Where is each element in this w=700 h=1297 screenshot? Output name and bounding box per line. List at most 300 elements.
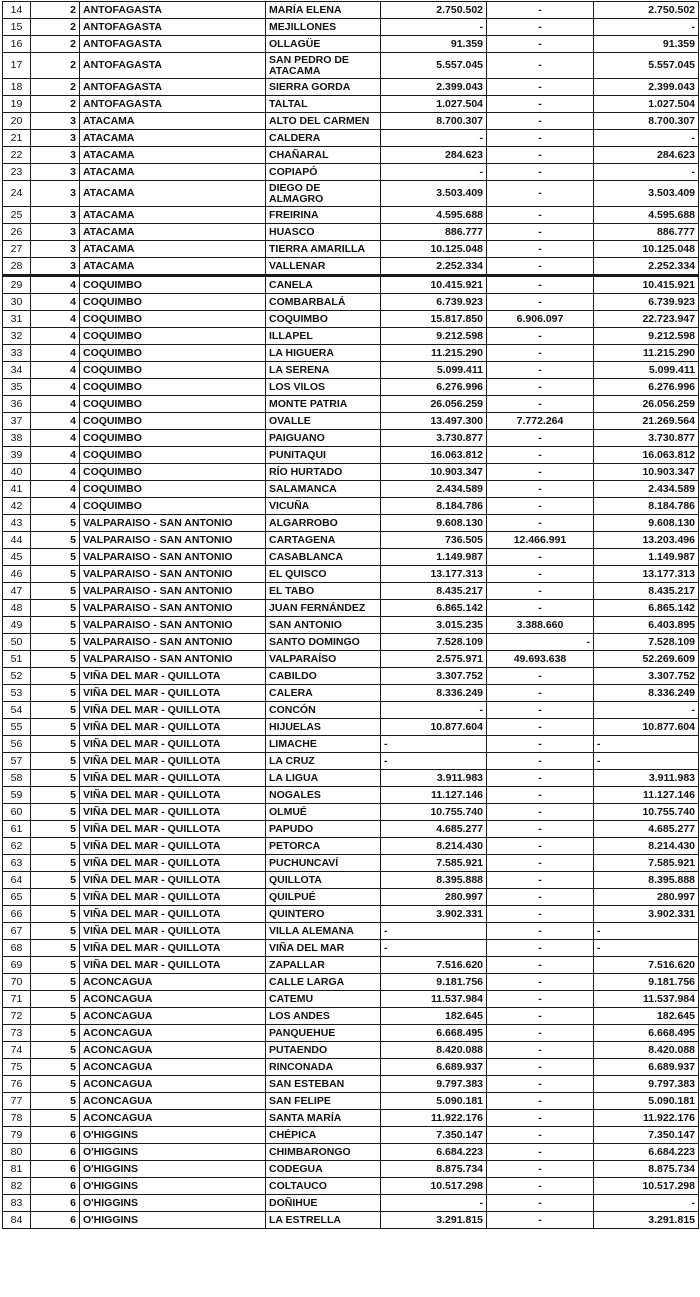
amount-2-cell: 6.906.097 — [487, 311, 594, 328]
comuna-name-cell: CHIMBARONGO — [266, 1144, 381, 1161]
comuna-name-cell: SAN PEDRO DE ATACAMA — [266, 53, 381, 79]
amount-total-cell: 5.090.181 — [594, 1093, 699, 1110]
amount-1-cell: 2.750.502 — [381, 2, 487, 19]
amount-1-cell: 15.817.850 — [381, 311, 487, 328]
amount-2-cell: - — [487, 1195, 594, 1212]
region-name-cell: VIÑA DEL MAR - QUILLOTA — [80, 821, 266, 838]
row-number-cell: 52 — [3, 668, 31, 685]
amount-1-cell: 8.435.217 — [381, 583, 487, 600]
amount-2-cell: - — [487, 1076, 594, 1093]
amount-2-cell: - — [487, 181, 594, 207]
region-code-cell: 4 — [31, 294, 80, 311]
table-row — [3, 889, 699, 906]
row-number-cell: 54 — [3, 702, 31, 719]
row-number-cell: 42 — [3, 498, 31, 515]
amount-2-cell: - — [487, 258, 594, 276]
region-name-cell: COQUIMBO — [80, 345, 266, 362]
comuna-name-cell: PANQUEHUE — [266, 1025, 381, 1042]
region-code-cell: 5 — [31, 651, 80, 668]
region-code-cell: 5 — [31, 855, 80, 872]
row-number-cell: 32 — [3, 328, 31, 345]
amount-2-cell: - — [487, 147, 594, 164]
amount-2-cell: - — [487, 19, 594, 36]
comuna-name-cell: EL TABO — [266, 583, 381, 600]
amount-1-cell: 9.608.130 — [381, 515, 487, 532]
amount-1-cell: 8.336.249 — [381, 685, 487, 702]
amount-total-cell: 7.585.921 — [594, 855, 699, 872]
region-code-cell: 5 — [31, 685, 80, 702]
region-code-cell: 6 — [31, 1161, 80, 1178]
region-name-cell: ACONCAGUA — [80, 1059, 266, 1076]
comuna-name-cell: RINCONADA — [266, 1059, 381, 1076]
row-number-cell: 15 — [3, 19, 31, 36]
row-number-cell: 21 — [3, 130, 31, 147]
amount-2-cell: 12.466.991 — [487, 532, 594, 549]
region-code-cell: 5 — [31, 532, 80, 549]
amount-1-cell: 182.645 — [381, 1008, 487, 1025]
region-name-cell: COQUIMBO — [80, 276, 266, 294]
region-name-cell: ACONCAGUA — [80, 1025, 266, 1042]
amount-1-cell: 9.212.598 — [381, 328, 487, 345]
region-code-cell: 5 — [31, 804, 80, 821]
amount-2-cell: - — [487, 113, 594, 130]
row-number-cell: 71 — [3, 991, 31, 1008]
table-row — [3, 787, 699, 804]
amount-2-cell: - — [487, 36, 594, 53]
region-code-cell: 5 — [31, 1076, 80, 1093]
region-code-cell: 5 — [31, 600, 80, 617]
amount-total-cell: 26.056.259 — [594, 396, 699, 413]
amount-total-cell: 52.269.609 — [594, 651, 699, 668]
amount-total-cell: 22.723.947 — [594, 311, 699, 328]
region-name-cell: ACONCAGUA — [80, 1008, 266, 1025]
region-code-cell: 5 — [31, 974, 80, 991]
region-name-cell: ANTOFAGASTA — [80, 96, 266, 113]
comuna-name-cell: LOS ANDES — [266, 1008, 381, 1025]
table-row — [3, 345, 699, 362]
amount-total-cell: 1.149.987 — [594, 549, 699, 566]
table-row — [3, 532, 699, 549]
table-row — [3, 258, 699, 276]
region-code-cell: 4 — [31, 311, 80, 328]
amount-2-cell: - — [487, 164, 594, 181]
amount-1-cell: 3.307.752 — [381, 668, 487, 685]
table-row — [3, 515, 699, 532]
amount-total-cell: 10.755.740 — [594, 804, 699, 821]
region-code-cell: 5 — [31, 549, 80, 566]
amount-2-cell: - — [487, 804, 594, 821]
comuna-name-cell: CABILDO — [266, 668, 381, 685]
amount-1-cell: - — [381, 1195, 487, 1212]
comuna-name-cell: CODEGUA — [266, 1161, 381, 1178]
region-name-cell: VIÑA DEL MAR - QUILLOTA — [80, 940, 266, 957]
amount-total-cell: 6.668.495 — [594, 1025, 699, 1042]
amount-total-cell: 8.700.307 — [594, 113, 699, 130]
row-number-cell: 68 — [3, 940, 31, 957]
region-code-cell: 5 — [31, 1110, 80, 1127]
amount-total-cell: 284.623 — [594, 147, 699, 164]
amount-total-cell: 3.503.409 — [594, 181, 699, 207]
table-row — [3, 1161, 699, 1178]
amount-1-cell: - — [381, 164, 487, 181]
region-name-cell: COQUIMBO — [80, 294, 266, 311]
row-number-cell: 69 — [3, 957, 31, 974]
amount-2-cell: - — [487, 923, 594, 940]
comuna-name-cell: PUTAENDO — [266, 1042, 381, 1059]
comuna-name-cell: CARTAGENA — [266, 532, 381, 549]
comuna-name-cell: COPIAPÓ — [266, 164, 381, 181]
amount-total-cell: 3.291.815 — [594, 1212, 699, 1229]
amount-2-cell: - — [487, 362, 594, 379]
region-name-cell: VIÑA DEL MAR - QUILLOTA — [80, 719, 266, 736]
row-number-cell: 47 — [3, 583, 31, 600]
comuna-name-cell: CHÉPICA — [266, 1127, 381, 1144]
region-name-cell: O'HIGGINS — [80, 1178, 266, 1195]
row-number-cell: 48 — [3, 600, 31, 617]
region-name-cell: ATACAMA — [80, 181, 266, 207]
region-name-cell: VALPARAISO - SAN ANTONIO — [80, 549, 266, 566]
comuna-name-cell: FREIRINA — [266, 207, 381, 224]
amount-1-cell: 3.291.815 — [381, 1212, 487, 1229]
amount-total-cell: - — [594, 1195, 699, 1212]
region-code-cell: 2 — [31, 19, 80, 36]
amount-2-cell: - — [487, 583, 594, 600]
amount-total-cell: 2.434.589 — [594, 481, 699, 498]
region-code-cell: 5 — [31, 770, 80, 787]
amount-1-cell: 5.099.411 — [381, 362, 487, 379]
row-number-cell: 27 — [3, 241, 31, 258]
amount-2-cell: - — [487, 276, 594, 294]
amount-total-cell: 21.269.564 — [594, 413, 699, 430]
region-name-cell: VIÑA DEL MAR - QUILLOTA — [80, 787, 266, 804]
region-name-cell: O'HIGGINS — [80, 1212, 266, 1229]
amount-2-cell: - — [487, 1110, 594, 1127]
amount-total-cell: 8.184.786 — [594, 498, 699, 515]
amount-1-cell: - — [381, 923, 487, 940]
row-number-cell: 80 — [3, 1144, 31, 1161]
amount-2-cell: - — [487, 855, 594, 872]
amount-total-cell: 6.865.142 — [594, 600, 699, 617]
comuna-name-cell: JUAN FERNÁNDEZ — [266, 600, 381, 617]
region-code-cell: 5 — [31, 787, 80, 804]
amount-total-cell: 11.127.146 — [594, 787, 699, 804]
amount-1-cell: 3.503.409 — [381, 181, 487, 207]
table-row — [3, 906, 699, 923]
row-number-cell: 39 — [3, 447, 31, 464]
row-number-cell: 56 — [3, 736, 31, 753]
comuna-name-cell: TALTAL — [266, 96, 381, 113]
comuna-name-cell: PETORCA — [266, 838, 381, 855]
table-row — [3, 430, 699, 447]
amount-total-cell: 11.922.176 — [594, 1110, 699, 1127]
table-row — [3, 549, 699, 566]
amount-2-cell: - — [487, 345, 594, 362]
region-code-cell: 5 — [31, 583, 80, 600]
table-row — [3, 464, 699, 481]
row-number-cell: 70 — [3, 974, 31, 991]
amount-2-cell: - — [487, 481, 594, 498]
region-code-cell: 3 — [31, 113, 80, 130]
amount-1-cell: 2.399.043 — [381, 79, 487, 96]
amount-total-cell: 10.125.048 — [594, 241, 699, 258]
amount-total-cell: 3.307.752 — [594, 668, 699, 685]
amount-2-cell: - — [487, 991, 594, 1008]
region-code-cell: 4 — [31, 413, 80, 430]
comuna-name-cell: PUCHUNCAVÍ — [266, 855, 381, 872]
amount-2-cell: - — [487, 79, 594, 96]
table-row — [3, 1127, 699, 1144]
comuna-name-cell: SIERRA GORDA — [266, 79, 381, 96]
comuna-name-cell: VICUÑA — [266, 498, 381, 515]
amount-total-cell: 6.689.937 — [594, 1059, 699, 1076]
row-number-cell: 26 — [3, 224, 31, 241]
amount-total-cell: 5.557.045 — [594, 53, 699, 79]
table-row — [3, 1144, 699, 1161]
row-number-cell: 61 — [3, 821, 31, 838]
amount-1-cell: - — [381, 130, 487, 147]
table-row — [3, 181, 699, 207]
region-code-cell: 5 — [31, 1059, 80, 1076]
amount-2-cell: - — [487, 379, 594, 396]
table-row — [3, 617, 699, 634]
row-number-cell: 76 — [3, 1076, 31, 1093]
amount-1-cell: 7.516.620 — [381, 957, 487, 974]
row-number-cell: 74 — [3, 1042, 31, 1059]
table-row — [3, 328, 699, 345]
row-number-cell: 51 — [3, 651, 31, 668]
amount-2-cell: - — [487, 498, 594, 515]
amount-total-cell: - — [594, 702, 699, 719]
amount-2-cell: - — [487, 96, 594, 113]
region-name-cell: ACONCAGUA — [80, 1076, 266, 1093]
table-row — [3, 396, 699, 413]
region-name-cell: ANTOFAGASTA — [80, 2, 266, 19]
amount-1-cell: 10.903.347 — [381, 464, 487, 481]
amount-2-cell: - — [487, 787, 594, 804]
amount-2-cell: - — [487, 821, 594, 838]
amount-total-cell: 11.215.290 — [594, 345, 699, 362]
amount-total-cell: 6.739.923 — [594, 294, 699, 311]
region-name-cell: VIÑA DEL MAR - QUILLOTA — [80, 753, 266, 770]
table-row — [3, 804, 699, 821]
region-code-cell: 5 — [31, 617, 80, 634]
amount-1-cell: 3.730.877 — [381, 430, 487, 447]
region-name-cell: ANTOFAGASTA — [80, 19, 266, 36]
amount-2-cell: - — [487, 940, 594, 957]
region-name-cell: VIÑA DEL MAR - QUILLOTA — [80, 855, 266, 872]
comuna-name-cell: CALERA — [266, 685, 381, 702]
region-code-cell: 5 — [31, 736, 80, 753]
region-name-cell: O'HIGGINS — [80, 1127, 266, 1144]
comuna-name-cell: EL QUISCO — [266, 566, 381, 583]
amount-total-cell: 4.685.277 — [594, 821, 699, 838]
amount-1-cell: - — [381, 702, 487, 719]
region-name-cell: VALPARAISO - SAN ANTONIO — [80, 600, 266, 617]
comuna-name-cell: PUNITAQUI — [266, 447, 381, 464]
region-code-cell: 5 — [31, 1025, 80, 1042]
table-row — [3, 1076, 699, 1093]
table-row — [3, 1008, 699, 1025]
table-row — [3, 957, 699, 974]
region-name-cell: ACONCAGUA — [80, 991, 266, 1008]
table-row — [3, 96, 699, 113]
region-code-cell: 4 — [31, 362, 80, 379]
amount-1-cell: 10.877.604 — [381, 719, 487, 736]
amount-2-cell: - — [487, 515, 594, 532]
region-code-cell: 5 — [31, 668, 80, 685]
table-body — [3, 2, 699, 1229]
amount-2-cell: - — [487, 1178, 594, 1195]
comuna-name-cell: LA HIGUERA — [266, 345, 381, 362]
comuna-name-cell: ILLAPEL — [266, 328, 381, 345]
comuna-name-cell: QUILLOTA — [266, 872, 381, 889]
table-row — [3, 379, 699, 396]
row-number-cell: 14 — [3, 2, 31, 19]
region-code-cell: 5 — [31, 1093, 80, 1110]
region-name-cell: VIÑA DEL MAR - QUILLOTA — [80, 685, 266, 702]
table-row — [3, 413, 699, 430]
row-number-cell: 45 — [3, 549, 31, 566]
table-row — [3, 79, 699, 96]
amount-total-cell: 3.730.877 — [594, 430, 699, 447]
amount-1-cell: 11.127.146 — [381, 787, 487, 804]
amount-total-cell: 9.181.756 — [594, 974, 699, 991]
amount-1-cell: 736.505 — [381, 532, 487, 549]
region-name-cell: VIÑA DEL MAR - QUILLOTA — [80, 668, 266, 685]
region-code-cell: 4 — [31, 430, 80, 447]
table-row — [3, 53, 699, 79]
row-number-cell: 66 — [3, 906, 31, 923]
amount-2-cell: 7.772.264 — [487, 413, 594, 430]
amount-1-cell: 6.739.923 — [381, 294, 487, 311]
region-code-cell: 5 — [31, 838, 80, 855]
table-row — [3, 207, 699, 224]
amount-2-cell: - — [487, 396, 594, 413]
table-row — [3, 2, 699, 19]
region-code-cell: 5 — [31, 991, 80, 1008]
comuna-name-cell: OLLAGÜE — [266, 36, 381, 53]
amount-1-cell: 4.595.688 — [381, 207, 487, 224]
region-code-cell: 5 — [31, 923, 80, 940]
region-name-cell: VIÑA DEL MAR - QUILLOTA — [80, 702, 266, 719]
row-number-cell: 55 — [3, 719, 31, 736]
amount-1-cell: 6.668.495 — [381, 1025, 487, 1042]
region-code-cell: 6 — [31, 1212, 80, 1229]
table-row — [3, 147, 699, 164]
row-number-cell: 65 — [3, 889, 31, 906]
row-number-cell: 75 — [3, 1059, 31, 1076]
table-row — [3, 685, 699, 702]
comuna-name-cell: SAN ESTEBAN — [266, 1076, 381, 1093]
table-row — [3, 311, 699, 328]
amount-total-cell: 8.214.430 — [594, 838, 699, 855]
amount-1-cell: 26.056.259 — [381, 396, 487, 413]
amount-total-cell: 6.684.223 — [594, 1144, 699, 1161]
table-row — [3, 1025, 699, 1042]
table-row — [3, 164, 699, 181]
amount-total-cell: 2.252.334 — [594, 258, 699, 276]
region-code-cell: 6 — [31, 1195, 80, 1212]
comuna-name-cell: SALAMANCA — [266, 481, 381, 498]
scanned-table-page — [2, 1, 698, 1229]
amount-1-cell: 6.276.996 — [381, 379, 487, 396]
region-name-cell: VALPARAISO - SAN ANTONIO — [80, 583, 266, 600]
table-row — [3, 855, 699, 872]
amount-total-cell: 9.797.383 — [594, 1076, 699, 1093]
row-number-cell: 82 — [3, 1178, 31, 1195]
table-row — [3, 736, 699, 753]
amount-2-cell: 49.693.638 — [487, 651, 594, 668]
row-number-cell: 58 — [3, 770, 31, 787]
comuna-name-cell: MARÍA ELENA — [266, 2, 381, 19]
amount-total-cell: 10.415.921 — [594, 276, 699, 294]
region-name-cell: VALPARAISO - SAN ANTONIO — [80, 617, 266, 634]
comuna-name-cell: LOS VILOS — [266, 379, 381, 396]
comuna-name-cell: LA ESTRELLA — [266, 1212, 381, 1229]
amount-total-cell: 16.063.812 — [594, 447, 699, 464]
region-name-cell: ATACAMA — [80, 113, 266, 130]
amount-2-cell: - — [487, 600, 594, 617]
comuna-name-cell: OLMUÉ — [266, 804, 381, 821]
amount-total-cell: 5.099.411 — [594, 362, 699, 379]
table-row — [3, 1110, 699, 1127]
comuna-name-cell: HUASCO — [266, 224, 381, 241]
row-number-cell: 36 — [3, 396, 31, 413]
row-number-cell: 73 — [3, 1025, 31, 1042]
region-name-cell: O'HIGGINS — [80, 1195, 266, 1212]
comuna-name-cell: ALTO DEL CARMEN — [266, 113, 381, 130]
table-row — [3, 974, 699, 991]
row-number-cell: 78 — [3, 1110, 31, 1127]
region-name-cell: ATACAMA — [80, 130, 266, 147]
region-code-cell: 3 — [31, 207, 80, 224]
comuna-name-cell: OVALLE — [266, 413, 381, 430]
comuna-name-cell: CANELA — [266, 276, 381, 294]
amount-1-cell: 5.090.181 — [381, 1093, 487, 1110]
region-code-cell: 4 — [31, 481, 80, 498]
region-name-cell: VIÑA DEL MAR - QUILLOTA — [80, 923, 266, 940]
amount-2-cell: - — [487, 2, 594, 19]
region-code-cell: 3 — [31, 241, 80, 258]
amount-1-cell: 9.797.383 — [381, 1076, 487, 1093]
table-row — [3, 668, 699, 685]
table-row — [3, 276, 699, 294]
amount-2-cell: - — [487, 872, 594, 889]
amount-1-cell: 284.623 — [381, 147, 487, 164]
table-row — [3, 566, 699, 583]
row-number-cell: 41 — [3, 481, 31, 498]
region-name-cell: VALPARAISO - SAN ANTONIO — [80, 651, 266, 668]
amount-1-cell: 7.585.921 — [381, 855, 487, 872]
row-number-cell: 81 — [3, 1161, 31, 1178]
row-number-cell: 40 — [3, 464, 31, 481]
comuna-funding-table — [2, 1, 699, 1229]
region-code-cell: 5 — [31, 634, 80, 651]
comuna-name-cell: SAN FELIPE — [266, 1093, 381, 1110]
amount-2-cell: - — [487, 1161, 594, 1178]
comuna-name-cell: VALPARAÍSO — [266, 651, 381, 668]
table-row — [3, 702, 699, 719]
table-row — [3, 770, 699, 787]
amount-2-cell: - — [487, 906, 594, 923]
comuna-name-cell: PAPUDO — [266, 821, 381, 838]
comuna-name-cell: DIEGO DE ALMAGRO — [266, 181, 381, 207]
row-number-cell: 64 — [3, 872, 31, 889]
comuna-name-cell: SANTA MARÍA — [266, 1110, 381, 1127]
amount-1-cell: 10.415.921 — [381, 276, 487, 294]
amount-total-cell: - — [594, 19, 699, 36]
amount-2-cell: 3.388.660 — [487, 617, 594, 634]
